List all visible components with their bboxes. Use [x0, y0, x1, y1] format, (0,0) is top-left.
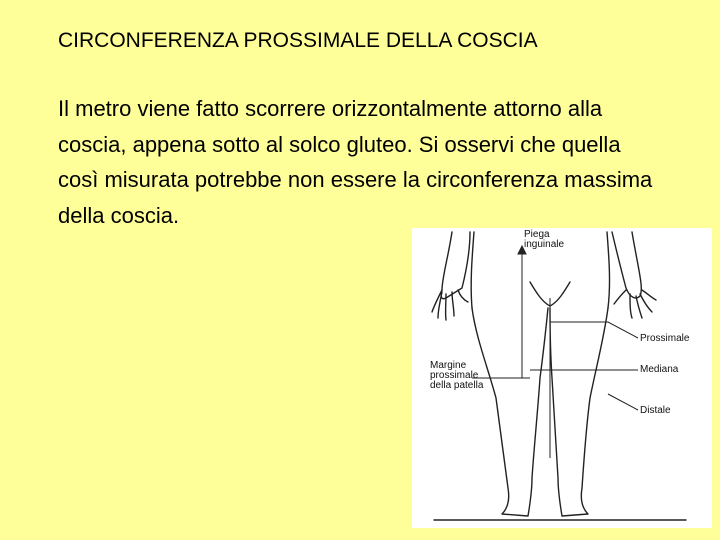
left-leg-outline: [472, 308, 548, 516]
label-margine-line1: Margine: [430, 360, 467, 371]
left-arm-outline: [441, 232, 470, 299]
label-distale: Distale: [640, 405, 671, 416]
label-margine-line3: della patella: [430, 380, 484, 391]
right-hand-outline: [614, 290, 656, 318]
anatomical-illustration: [412, 228, 712, 528]
distale-line: [608, 394, 638, 410]
left-hand-outline: [432, 290, 468, 320]
label-prossimale: Prossimale: [640, 333, 690, 344]
label-mediana: Mediana: [640, 364, 679, 375]
left-torso-outline: [471, 232, 474, 308]
slide-title: CIRCONFERENZA PROSSIMALE DELLA COSCIA: [58, 29, 538, 52]
right-leg-outline: [550, 308, 608, 516]
label-margine-line2: prossimale: [430, 370, 479, 381]
label-margine: [430, 361, 483, 391]
prossimale-line: [550, 322, 638, 338]
label-piega-line2: inguinale: [524, 239, 565, 250]
label-piega-line1: Piega: [524, 229, 550, 240]
label-piega: [524, 230, 564, 250]
right-arm-outline: [612, 232, 641, 298]
right-torso-outline: [607, 232, 610, 308]
slide-body-text: Il metro viene fatto scorrere orizzontalmente attorno alla coscia, appena sotto al solco gluteo. Si osservi che quella così misurata potrebbe non essere la circonferenza massima della coscia.: [58, 96, 653, 228]
